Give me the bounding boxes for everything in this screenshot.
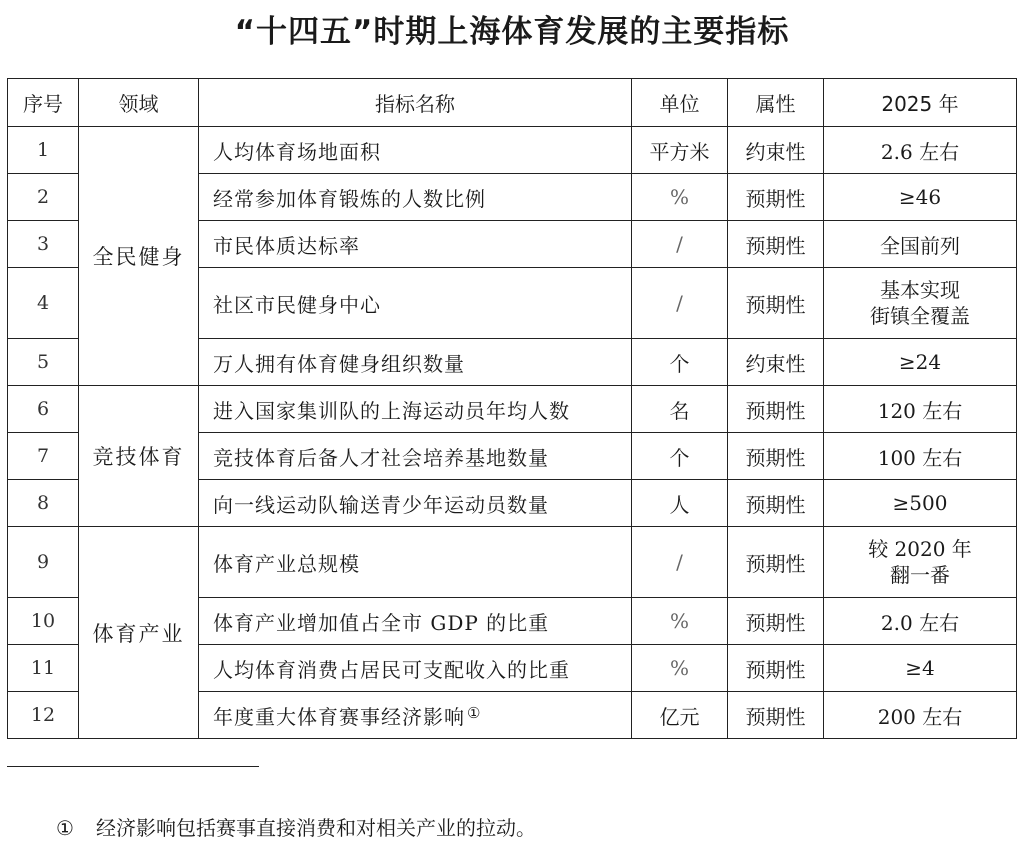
footnote-mark: ① xyxy=(56,816,74,840)
row-name: 体育产业总规模 xyxy=(199,527,632,598)
row-target: 100 左右 xyxy=(824,433,1017,480)
header-attr: 属性 xyxy=(728,79,824,127)
row-attr: 预期性 xyxy=(728,221,824,268)
row-index: 5 xyxy=(8,339,79,386)
row-index: 9 xyxy=(8,527,79,598)
row-name: 社区市民健身中心 xyxy=(199,268,632,339)
row-name: 人均体育场地面积 xyxy=(199,127,632,174)
row-unit: 平方米 xyxy=(632,127,728,174)
row-name: 人均体育消费占居民可支配收入的比重 xyxy=(199,645,632,692)
row-unit: % xyxy=(632,598,728,645)
row-index: 6 xyxy=(8,386,79,433)
row-attr: 预期性 xyxy=(728,480,824,527)
domain-industry: 体育产业 xyxy=(79,527,199,739)
row-index: 12 xyxy=(8,692,79,739)
row-name: 体育产业增加值占全市 GDP 的比重 xyxy=(199,598,632,645)
row-attr: 预期性 xyxy=(728,386,824,433)
row-attr: 预期性 xyxy=(728,645,824,692)
footnote-text: 经济影响包括赛事直接消费和对相关产业的拉动。 xyxy=(96,816,536,840)
row-index: 2 xyxy=(8,174,79,221)
row-target: 2.6 左右 xyxy=(824,127,1017,174)
row-name: 向一线运动队输送青少年运动员数量 xyxy=(199,480,632,527)
row-attr: 预期性 xyxy=(728,268,824,339)
row-target: 120 左右 xyxy=(824,386,1017,433)
row-name-text: 年度重大体育赛事经济影响 xyxy=(213,704,465,729)
indicator-table xyxy=(7,78,1017,739)
header-target: 2025 年 xyxy=(824,79,1017,127)
table-row xyxy=(8,527,1017,598)
row-unit: 亿元 xyxy=(632,692,728,739)
header-unit: 单位 xyxy=(632,79,728,127)
row-target-line1: 较 2020 年 xyxy=(868,537,972,561)
row-target: ≥4 xyxy=(824,645,1017,692)
row-index: 1 xyxy=(8,127,79,174)
row-name xyxy=(199,692,632,739)
row-target: ≥24 xyxy=(824,339,1017,386)
table-row xyxy=(8,386,1017,433)
row-index: 11 xyxy=(8,645,79,692)
row-attr: 约束性 xyxy=(728,339,824,386)
domain-competitive: 竞技体育 xyxy=(79,386,199,527)
row-unit: 个 xyxy=(632,339,728,386)
row-unit: / xyxy=(632,221,728,268)
row-attr: 预期性 xyxy=(728,692,824,739)
page-title: “十四五”时期上海体育发展的主要指标 xyxy=(234,14,790,50)
row-name: 经常参加体育锻炼的人数比例 xyxy=(199,174,632,221)
row-name: 市民体质达标率 xyxy=(199,221,632,268)
row-target: 全国前列 xyxy=(824,221,1017,268)
row-name: 竞技体育后备人才社会培养基地数量 xyxy=(199,433,632,480)
row-name: 万人拥有体育健身组织数量 xyxy=(199,339,632,386)
footnote-ref-mark: ① xyxy=(467,703,482,722)
header-domain: 领域 xyxy=(79,79,199,127)
row-target xyxy=(824,268,1017,339)
row-index: 10 xyxy=(8,598,79,645)
header-name: 指标名称 xyxy=(199,79,632,127)
row-target: 2.0 左右 xyxy=(824,598,1017,645)
row-target: ≥46 xyxy=(824,174,1017,221)
row-index: 3 xyxy=(8,221,79,268)
footnote-divider xyxy=(7,766,259,767)
row-unit: 个 xyxy=(632,433,728,480)
row-index: 8 xyxy=(8,480,79,527)
row-attr: 预期性 xyxy=(728,527,824,598)
row-index: 4 xyxy=(8,268,79,339)
row-unit: / xyxy=(632,268,728,339)
row-target-line2: 翻一番 xyxy=(890,563,950,587)
row-unit: / xyxy=(632,527,728,598)
row-name: 进入国家集训队的上海运动员年均人数 xyxy=(199,386,632,433)
row-unit: 名 xyxy=(632,386,728,433)
row-attr: 约束性 xyxy=(728,127,824,174)
row-index: 7 xyxy=(8,433,79,480)
row-attr: 预期性 xyxy=(728,433,824,480)
row-target: 200 左右 xyxy=(824,692,1017,739)
domain-fitness: 全民健身 xyxy=(79,127,199,386)
row-attr: 预期性 xyxy=(728,598,824,645)
row-target xyxy=(824,527,1017,598)
table-header-row xyxy=(8,79,1017,127)
row-target: ≥500 xyxy=(824,480,1017,527)
row-unit: % xyxy=(632,174,728,221)
row-unit: % xyxy=(632,645,728,692)
row-unit: 人 xyxy=(632,480,728,527)
header-index: 序号 xyxy=(8,79,79,127)
row-target-line2: 街镇全覆盖 xyxy=(870,304,970,328)
row-attr: 预期性 xyxy=(728,174,824,221)
table-row xyxy=(8,127,1017,174)
footnote xyxy=(56,815,536,841)
row-target-line1: 基本实现 xyxy=(880,278,960,302)
